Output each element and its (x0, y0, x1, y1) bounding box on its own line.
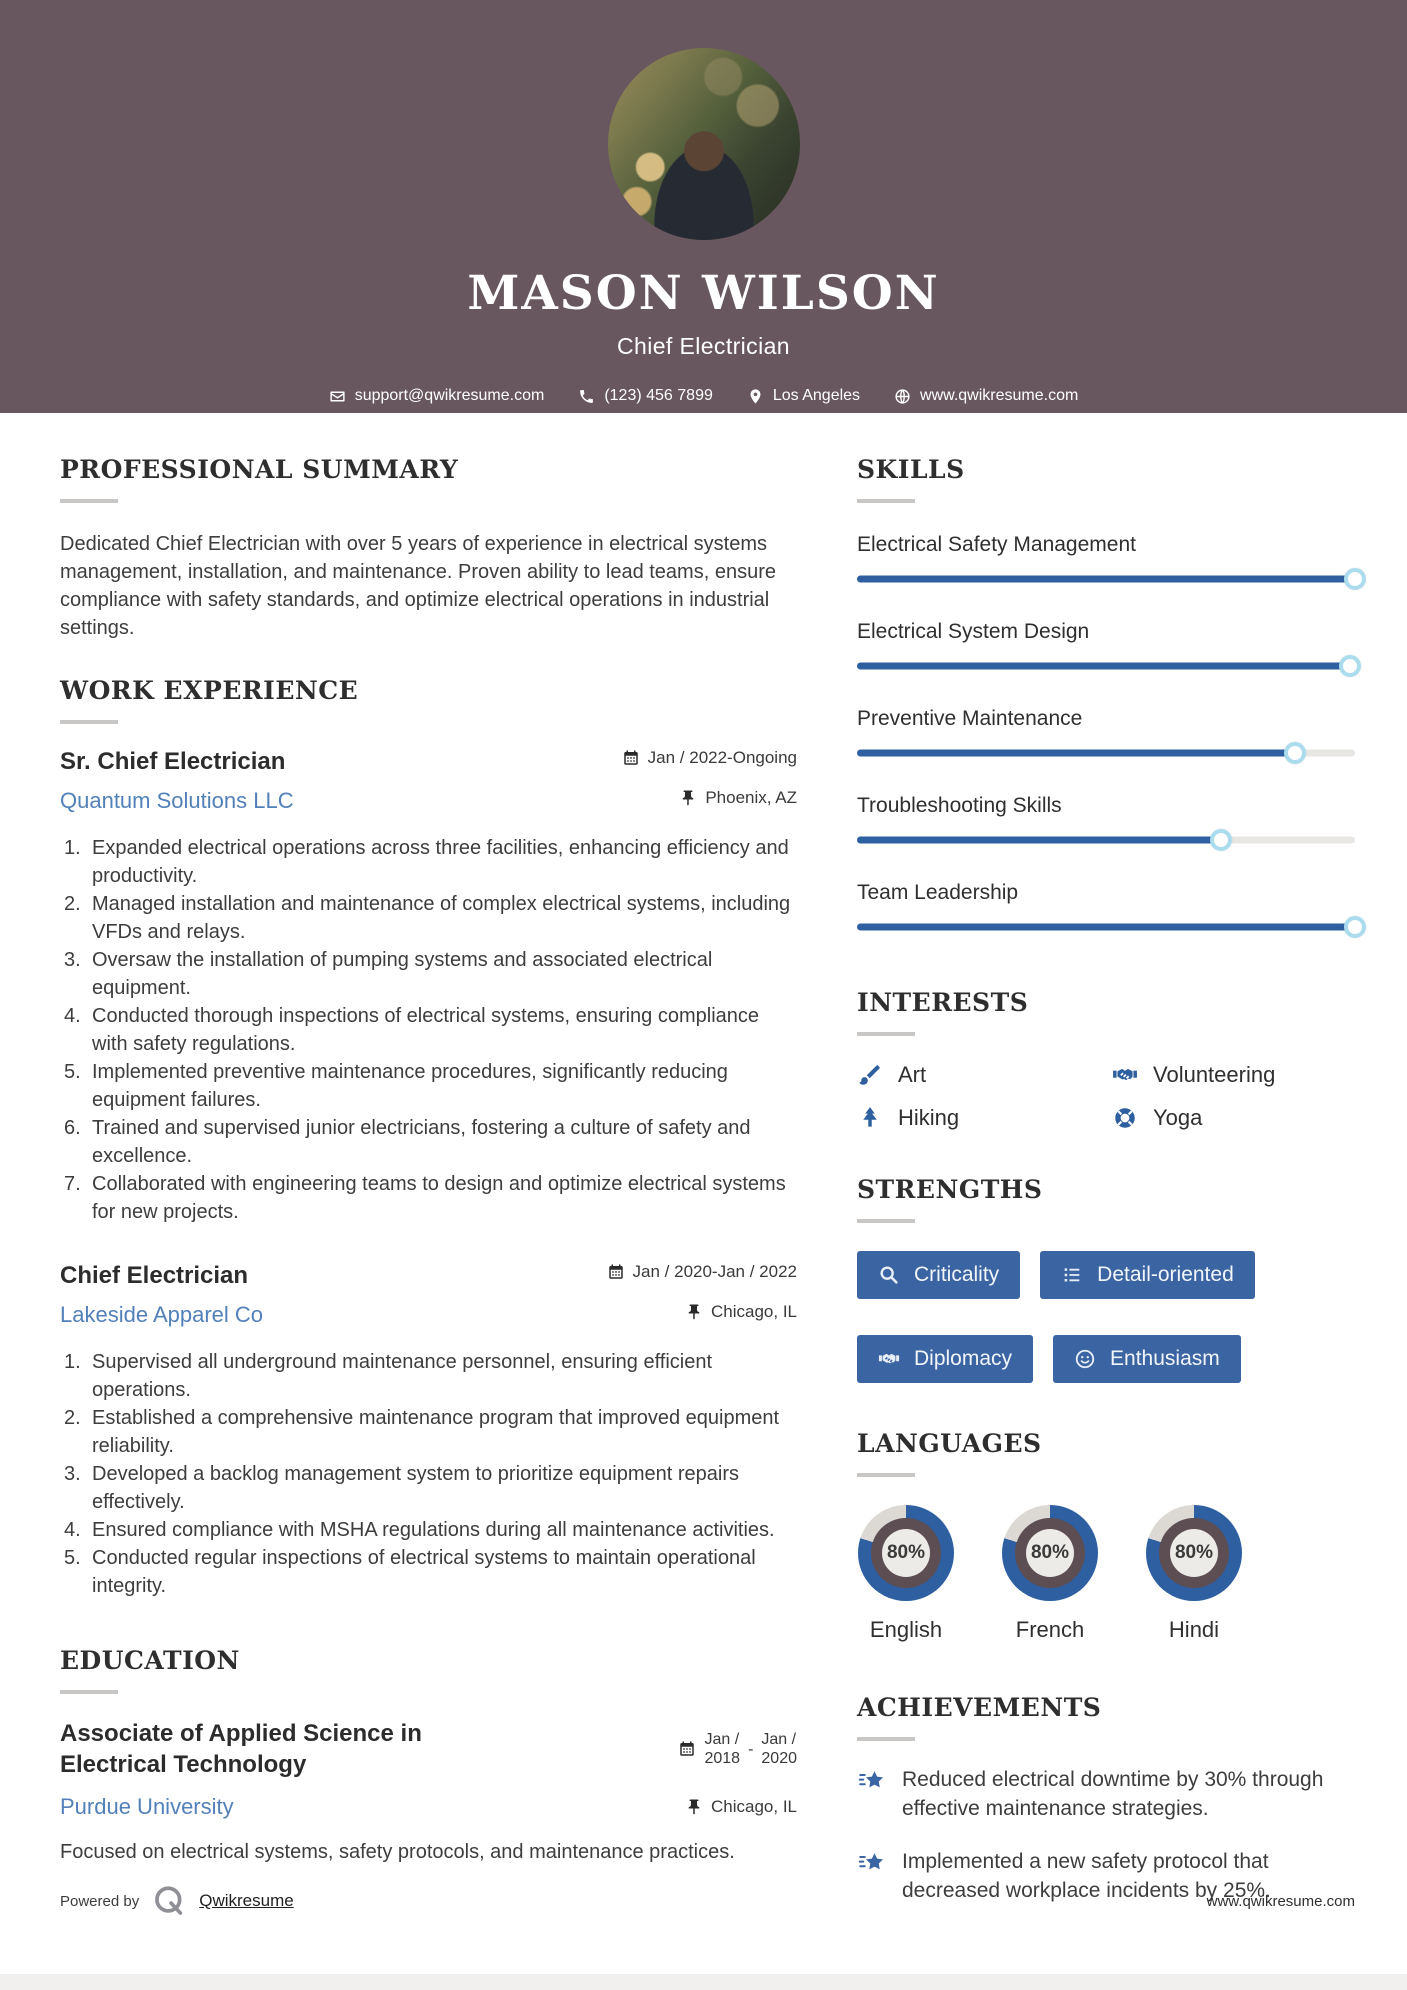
job-title: Sr. Chief Electrician (60, 748, 286, 775)
skill-label: Team Leadership (857, 881, 1019, 904)
job-point: Conducted regular inspections of electrical systems to maintain operational integrity. (92, 1547, 756, 1597)
contact-email-text: support@qwikresume.com (354, 387, 545, 404)
skill-slider (857, 568, 1355, 590)
job-entry (60, 1262, 797, 1600)
section-languages (857, 1429, 1355, 1643)
contact-website-text: www.qwikresume.com (920, 387, 1079, 404)
achievement-item (857, 1765, 1355, 1823)
email-icon (329, 388, 346, 405)
skill-item (857, 881, 1355, 938)
edu-date-end-month: Jan / (761, 1731, 797, 1748)
slider-fill (857, 750, 1295, 757)
job-point: Trained and supervised junior electricians, fostering a culture of safety and excellence. (92, 1117, 751, 1167)
slider-fill (857, 576, 1355, 583)
skill-slider (857, 829, 1355, 851)
job-points (60, 834, 797, 1226)
location-icon (747, 388, 764, 405)
contact-phone[interactable] (578, 387, 713, 405)
job-location (685, 1302, 797, 1322)
heading-underline (857, 499, 915, 503)
summary-heading: PROFESSIONAL SUMMARY (60, 455, 459, 484)
skill-item (857, 707, 1355, 764)
education-location-text: Chicago, IL (711, 1797, 797, 1816)
list-icon (1061, 1264, 1083, 1286)
strength-badge (857, 1335, 1033, 1383)
section-skills (857, 455, 1355, 938)
job-date-text: Jan / 2022-Ongoing (647, 748, 797, 767)
language-label: French (1015, 1617, 1085, 1642)
paintbrush-icon (857, 1062, 883, 1088)
edu-date-end-year: 2020 (761, 1750, 797, 1767)
achievement-text: Reduced electrical downtime by 30% through effective maintenance strategies. (902, 1768, 1324, 1820)
slider-knob (1344, 916, 1366, 938)
job-point: Implemented preventive maintenance procedures, significantly reducing equipment failures. (92, 1061, 728, 1111)
language-donut (858, 1505, 954, 1601)
calendar-icon (607, 1263, 625, 1281)
section-summary (60, 455, 797, 642)
profile-photo (608, 48, 800, 240)
job-title: Chief Electrician (60, 1262, 249, 1289)
heading-underline (60, 1690, 118, 1694)
strength-label: Diplomacy (914, 1347, 1013, 1370)
work-heading: WORK EXPERIENCE (60, 676, 359, 705)
heading-underline (60, 499, 118, 503)
edu-date-separator: - (748, 1740, 754, 1758)
interest-label: Yoga (1153, 1105, 1203, 1130)
strength-badge (1040, 1251, 1255, 1299)
calendar-icon (678, 1740, 696, 1758)
powered-by-label: Powered by (60, 1892, 140, 1910)
language-percent: 80% (882, 1529, 930, 1577)
job-point: Managed installation and maintenance of complex electrical systems, including VFDs and relays. (92, 893, 791, 943)
school-name: Purdue University (60, 1794, 234, 1819)
strength-badge (1053, 1335, 1241, 1383)
left-column (60, 413, 797, 1905)
job-location-text: Chicago, IL (711, 1302, 797, 1321)
header (0, 0, 1407, 413)
strengths-heading: STRENGTHS (857, 1175, 1043, 1204)
heading-underline (857, 1473, 915, 1477)
language-item (1145, 1505, 1243, 1643)
interest-label: Hiking (898, 1105, 960, 1130)
contact-location (747, 387, 860, 405)
job-point: Ensured compliance with MSHA regulations during all maintenance activities. (92, 1519, 775, 1541)
slider-fill (857, 837, 1221, 844)
company-name: Lakeside Apparel Co (60, 1302, 264, 1327)
heading-underline (857, 1219, 915, 1223)
strength-badge (857, 1251, 1020, 1299)
job-location-text: Phoenix, AZ (705, 788, 797, 807)
tree-icon (857, 1105, 883, 1131)
interest-label: Art (898, 1062, 927, 1087)
education-note: Focused on electrical systems, safety protocols, and maintenance practices. (60, 1841, 735, 1863)
job-point: Developed a backlog management system to prioritize equipment repairs effectively. (92, 1463, 740, 1513)
edu-date-start-month: Jan / (704, 1731, 740, 1748)
search-icon (878, 1264, 900, 1286)
job-point: Conducted thorough inspections of electrical systems, ensuring compliance with safety regulations. (92, 1005, 760, 1055)
skill-slider (857, 916, 1355, 938)
page-bottom-strip (0, 1974, 1407, 1990)
section-work (60, 676, 797, 1600)
footer (0, 1884, 1407, 1918)
main-content (0, 413, 1407, 1905)
powered-by (60, 1884, 294, 1918)
company-name: Quantum Solutions LLC (60, 788, 294, 813)
degree-name: Associate of Applied Science in Electrical Technology (60, 1720, 422, 1778)
handshake-icon (878, 1348, 900, 1370)
interest-item (1112, 1105, 1355, 1131)
job-point: Supervised all underground maintenance personnel, ensuring efficient operations. (92, 1351, 713, 1401)
slider-knob (1344, 568, 1366, 590)
education-heading: EDUCATION (60, 1646, 240, 1675)
qwikresume-link[interactable]: Qwikresume (199, 1891, 294, 1910)
summary-text: Dedicated Chief Electrician with over 5 years of experience in electrical systems management, installation, and maintenance. Proven ability to lead teams, ensure compliance with safety standards, and optimize electrical operations in industrial settings. (60, 533, 776, 639)
language-percent: 80% (1026, 1529, 1074, 1577)
interest-item (857, 1062, 1112, 1088)
pushpin-icon (685, 1303, 703, 1321)
slider-fill (857, 924, 1355, 931)
interests-heading: INTERESTS (857, 988, 1029, 1017)
contact-email[interactable] (329, 387, 545, 405)
slider-knob (1210, 829, 1232, 851)
language-label: English (869, 1617, 943, 1642)
section-achievements (857, 1693, 1355, 1905)
heading-underline (857, 1737, 915, 1741)
skill-label: Electrical System Design (857, 620, 1090, 643)
language-item (857, 1505, 955, 1643)
job-point: Collaborated with engineering teams to design and optimize electrical systems for new projects. (92, 1173, 786, 1223)
phone-icon (578, 388, 595, 405)
contact-website[interactable] (894, 387, 1078, 405)
job-point: Established a comprehensive maintenance program that improved equipment reliability. (92, 1407, 780, 1457)
globe-icon (894, 388, 911, 405)
pushpin-icon (685, 1798, 703, 1816)
language-donut (1146, 1505, 1242, 1601)
strength-label: Detail-oriented (1097, 1263, 1234, 1286)
skill-slider (857, 655, 1355, 677)
achievement-text: Implemented a new safety protocol that decreased workplace incidents by 25%. (902, 1850, 1271, 1902)
job-date (622, 748, 797, 768)
person-name: MASON WILSON (467, 266, 940, 321)
heading-underline (857, 1032, 915, 1036)
strength-label: Criticality (914, 1263, 1000, 1286)
strength-label: Enthusiasm (1110, 1347, 1220, 1370)
language-item (1001, 1505, 1099, 1643)
interests-grid (857, 1062, 1355, 1131)
job-point: Oversaw the installation of pumping systems and associated electrical equipment. (92, 949, 713, 999)
handshake-icon (1112, 1062, 1138, 1088)
interest-item (857, 1105, 1112, 1131)
heading-underline (60, 720, 118, 724)
contact-location-text: Los Angeles (772, 387, 861, 404)
job-location (679, 788, 797, 808)
job-point: Expanded electrical operations across three facilities, enhancing efficiency and productivity. (92, 837, 789, 887)
pushpin-icon (679, 789, 697, 807)
interest-label: Volunteering (1153, 1062, 1276, 1087)
language-label: Hindi (1168, 1617, 1220, 1642)
qwikresume-logo-icon (152, 1884, 186, 1918)
right-column (857, 413, 1355, 1905)
skill-label: Troubleshooting Skills (857, 794, 1062, 817)
interest-item (1112, 1062, 1355, 1088)
strengths-badges (857, 1251, 1355, 1383)
languages-heading: LANGUAGES (857, 1429, 1042, 1458)
smiley-icon (1074, 1348, 1096, 1370)
skill-item (857, 794, 1355, 851)
skill-label: Preventive Maintenance (857, 707, 1083, 730)
languages-row (857, 1505, 1355, 1643)
contact-row (0, 387, 1407, 405)
job-date-text: Jan / 2020-Jan / 2022 (632, 1262, 797, 1281)
job-points (60, 1348, 797, 1600)
star-icon (857, 1767, 887, 1823)
achievements-heading: ACHIEVEMENTS (857, 1693, 1102, 1722)
skill-item (857, 533, 1355, 590)
section-interests (857, 988, 1355, 1131)
skill-label: Electrical Safety Management (857, 533, 1136, 556)
contact-phone-text: (123) 456 7899 (604, 387, 713, 404)
skill-slider (857, 742, 1355, 764)
language-donut (1002, 1505, 1098, 1601)
section-strengths (857, 1175, 1355, 1383)
section-education (60, 1646, 797, 1866)
slider-knob (1284, 742, 1306, 764)
calendar-icon (622, 749, 640, 767)
edu-date-start-year: 2018 (704, 1750, 741, 1767)
education-location (685, 1794, 797, 1820)
footer-website[interactable]: www.qwikresume.com (1206, 1892, 1355, 1910)
skills-heading: SKILLS (857, 455, 965, 484)
skill-item (857, 620, 1355, 677)
education-dates (678, 1718, 797, 1780)
slider-fill (857, 663, 1350, 670)
lifebuoy-icon (1112, 1105, 1138, 1131)
language-percent: 80% (1170, 1529, 1218, 1577)
job-date (607, 1262, 797, 1282)
slider-knob (1339, 655, 1361, 677)
job-entry (60, 748, 797, 1226)
person-job-title: Chief Electrician (617, 333, 790, 359)
